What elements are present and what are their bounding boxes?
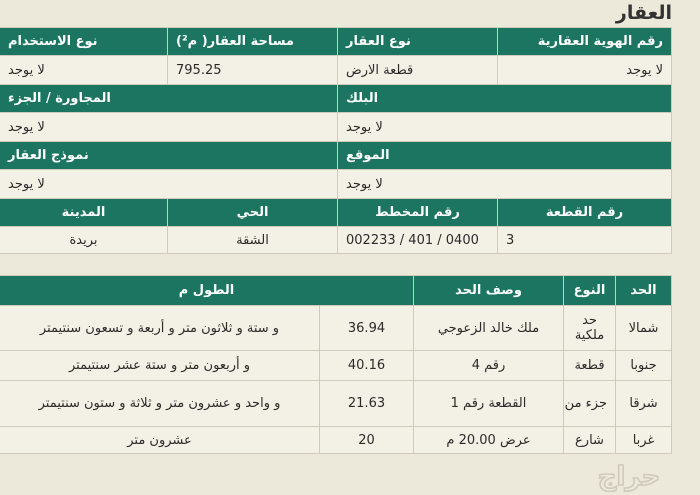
value-neighbourhood-part: لا يوجد (0, 113, 338, 142)
header-neighbourhood-part: المجاورة / الجزء (0, 85, 338, 113)
property-value-row-2 (0, 113, 672, 142)
value-district: الشقة (168, 227, 338, 254)
value-city: بريدة (0, 227, 168, 254)
header-location: الموقع (338, 142, 672, 170)
value-property-id: لا يوجد (498, 56, 672, 85)
property-value-row-3 (0, 170, 672, 199)
table-row (0, 427, 672, 454)
header-bound-description: وصف الحد (414, 276, 564, 306)
property-header-row-1 (0, 28, 672, 56)
value-property-model: لا يوجد (0, 170, 338, 199)
bound-length-number: 20 (320, 427, 414, 454)
header-plot-number: رقم القطعة (498, 199, 672, 227)
header-city: المدينة (0, 199, 168, 227)
header-property-type: نوع العقار (338, 28, 498, 56)
value-usage-type: لا يوجد (0, 56, 168, 85)
bound-length-number: 21.63 (320, 381, 414, 427)
value-location: لا يوجد (338, 170, 672, 199)
header-plan-number: رقم المخطط (338, 199, 498, 227)
value-plot-number: 3 (498, 227, 672, 254)
table-row (0, 351, 672, 381)
value-property-type: قطعة الارض (338, 56, 498, 85)
bound-type: حد ملكية (564, 306, 616, 351)
bound-length-number: 36.94 (320, 306, 414, 351)
bound-length-text: و ستة و ثلاثون متر و أربعة و تسعون سنتيمتر (0, 306, 320, 351)
bound-direction: غربا (616, 427, 672, 454)
bounds-header-row (0, 276, 672, 306)
page-title: العقار (615, 2, 672, 24)
bound-length-text: و أربعون متر و ستة عشر سنتيمتر (0, 351, 320, 381)
bound-description: رقم 4 (414, 351, 564, 381)
bound-type: شارع (564, 427, 616, 454)
header-property-model: نموذج العقار (0, 142, 338, 170)
header-block: البلك (338, 85, 672, 113)
table-row (0, 381, 672, 427)
bound-direction: شرقا (616, 381, 672, 427)
bound-direction: جنوبا (616, 351, 672, 381)
bound-description: عرض 20.00 م (414, 427, 564, 454)
property-info-table (0, 27, 672, 254)
bound-type: جزء من (564, 381, 616, 427)
header-property-id: رقم الهوية العقارية (498, 28, 672, 56)
bound-length-text: و واحد و عشرون متر و ثلاثة و ستون سنتيمتر (0, 381, 320, 427)
bounds-table (0, 275, 672, 454)
header-bound-direction: الحد (616, 276, 672, 306)
value-block: لا يوجد (338, 113, 672, 142)
bound-description: ملك خالد الزعوجي (414, 306, 564, 351)
value-property-area: 795.25 (168, 56, 338, 85)
property-value-row-4 (0, 227, 672, 254)
bound-length-number: 40.16 (320, 351, 414, 381)
header-district: الحي (168, 199, 338, 227)
bound-type: قطعة (564, 351, 616, 381)
property-header-row-2 (0, 85, 672, 113)
value-plan-number: 0400 / 401 / 002233 (338, 227, 498, 254)
property-header-row-4 (0, 199, 672, 227)
header-usage-type: نوع الاستخدام (0, 28, 168, 56)
bound-direction: شمالا (616, 306, 672, 351)
watermark-text: حراج (597, 462, 661, 492)
property-value-row-1 (0, 56, 672, 85)
bound-description: القطعة رقم 1 (414, 381, 564, 427)
table-row (0, 306, 672, 351)
header-bound-length: الطول م (0, 276, 414, 306)
header-bound-type: النوع (564, 276, 616, 306)
bound-length-text: عشرون متر (0, 427, 320, 454)
property-header-row-3 (0, 142, 672, 170)
header-property-area: مساحة العقار( م²) (168, 28, 338, 56)
haraj-watermark-logo (566, 458, 692, 492)
